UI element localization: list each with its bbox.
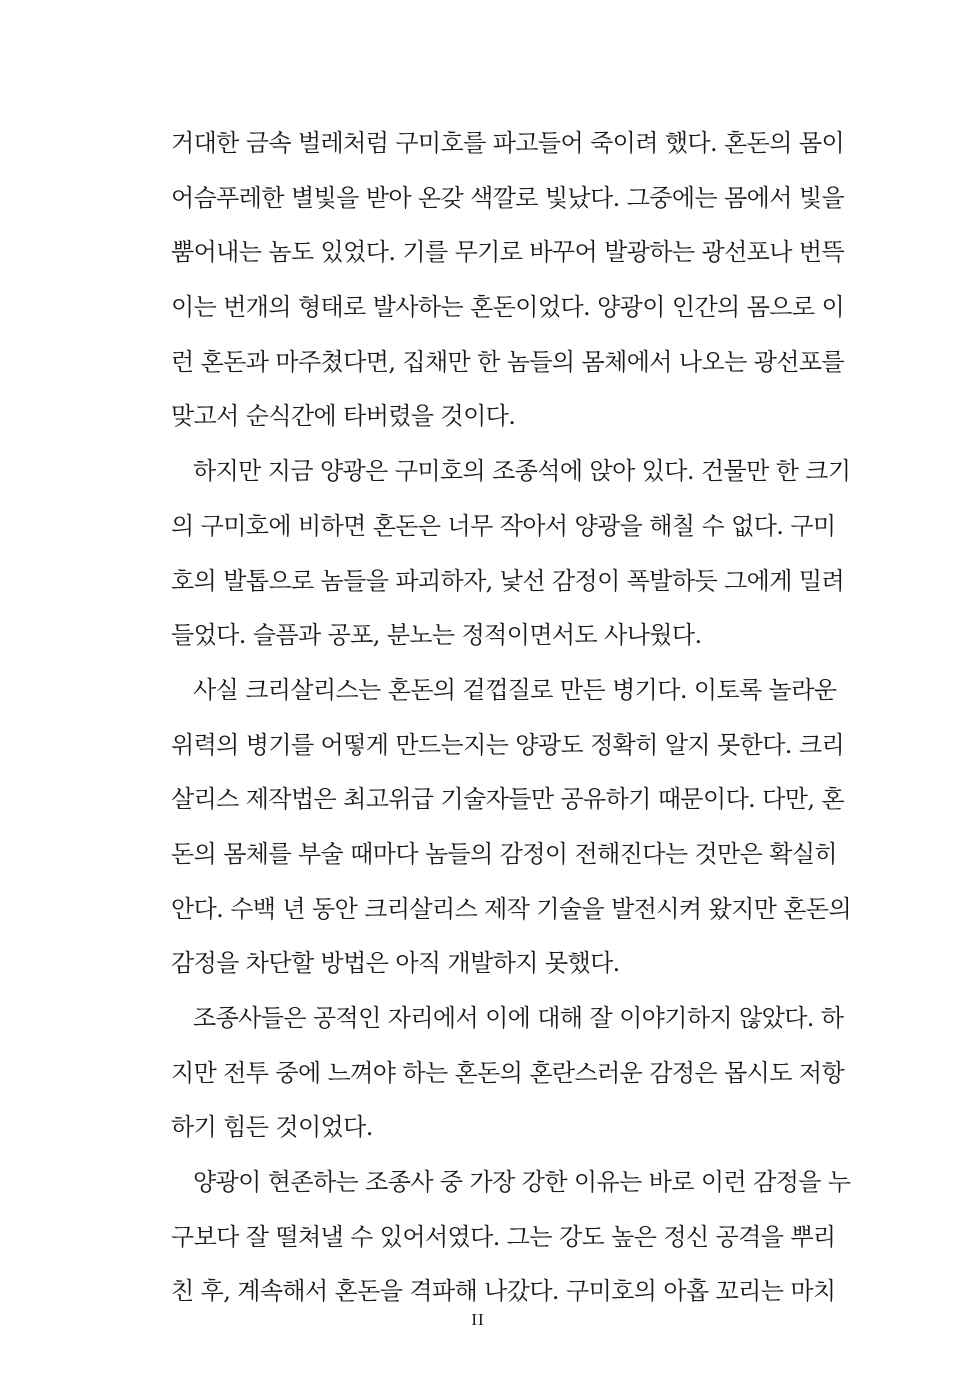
text-line: 친 후, 계속해서 혼돈을 격파해 나갔다. 구미호의 아홉 꼬리는 마치 [171,1277,836,1306]
text-line: 이는 번개의 형태로 발사하는 혼돈이었다. 양광이 인간의 몸으로 이 [171,293,845,322]
paragraph-start-line: 양광이 현존하는 조종사 중 가장 강한 이유는 바로 이런 감정을 누 [193,1168,851,1197]
text-line: 안다. 수백 년 동안 크리살리스 제작 기술을 발전시켜 왔지만 혼돈의 [171,894,852,923]
text-line: 의 구미호에 비하면 혼돈은 너무 작아서 양광을 해칠 수 없다. 구미 [171,511,836,540]
page-number: II [471,1310,485,1329]
text-line: 호의 발톱으로 놈들을 파괴하자, 낯선 감정이 폭발하듯 그에게 밀려 [171,566,845,595]
text-line: 뿜어내는 놈도 있었다. 기를 무기로 바꾸어 발광하는 광선포나 번뜩 [171,238,845,267]
text-line: 맞고서 순식간에 타버렸을 것이다. [171,402,516,431]
text-line: 살리스 제작법은 최고위급 기술자들만 공유하기 때문이다. 다만, 혼 [171,785,845,814]
text-line: 돈의 몸체를 부술 때마다 놈들의 감정이 전해진다는 것만은 확실히 [171,839,837,868]
paragraph-start-line: 사실 크리살리스는 혼돈의 겉껍질로 만든 병기다. 이토록 놀라운 [193,675,837,704]
paragraph-start-line: 조종사들은 공적인 자리에서 이에 대해 잘 이야기하지 않았다. 하 [193,1004,844,1032]
text-line: 들었다. 슬픔과 공포, 분노는 정적이면서도 사나웠다. [171,621,702,650]
text-line: 거대한 금속 벌레처럼 구미호를 파고들어 죽이려 했다. 혼돈의 몸이 [171,129,845,157]
text-line: 어슴푸레한 별빛을 받아 온갖 색깔로 빛났다. 그중에는 몸에서 빛을 [171,183,845,212]
body-text [171,116,852,1319]
text-line: 구보다 잘 떨쳐낼 수 있어서였다. 그는 강도 높은 정신 공격을 뿌리 [171,1222,836,1251]
text-line: 하기 힘든 것이었다. [171,1113,373,1142]
text-line: 지만 전투 중에 느껴야 하는 혼돈의 혼란스러운 감정은 몹시도 저항 [171,1058,845,1087]
text-line: 감정을 차단할 방법은 아직 개발하지 못했다. [171,949,620,978]
text-line: 런 혼돈과 마주쳤다면, 집채만 한 놈들의 몸체에서 나오는 광선포를 [171,347,845,376]
paragraph-start-line: 하지만 지금 양광은 구미호의 조종석에 앉아 있다. 건물만 한 크기 [193,457,851,486]
text-line: 위력의 병기를 어떻게 만드는지는 양광도 정확히 알지 못한다. 크리 [171,730,845,759]
